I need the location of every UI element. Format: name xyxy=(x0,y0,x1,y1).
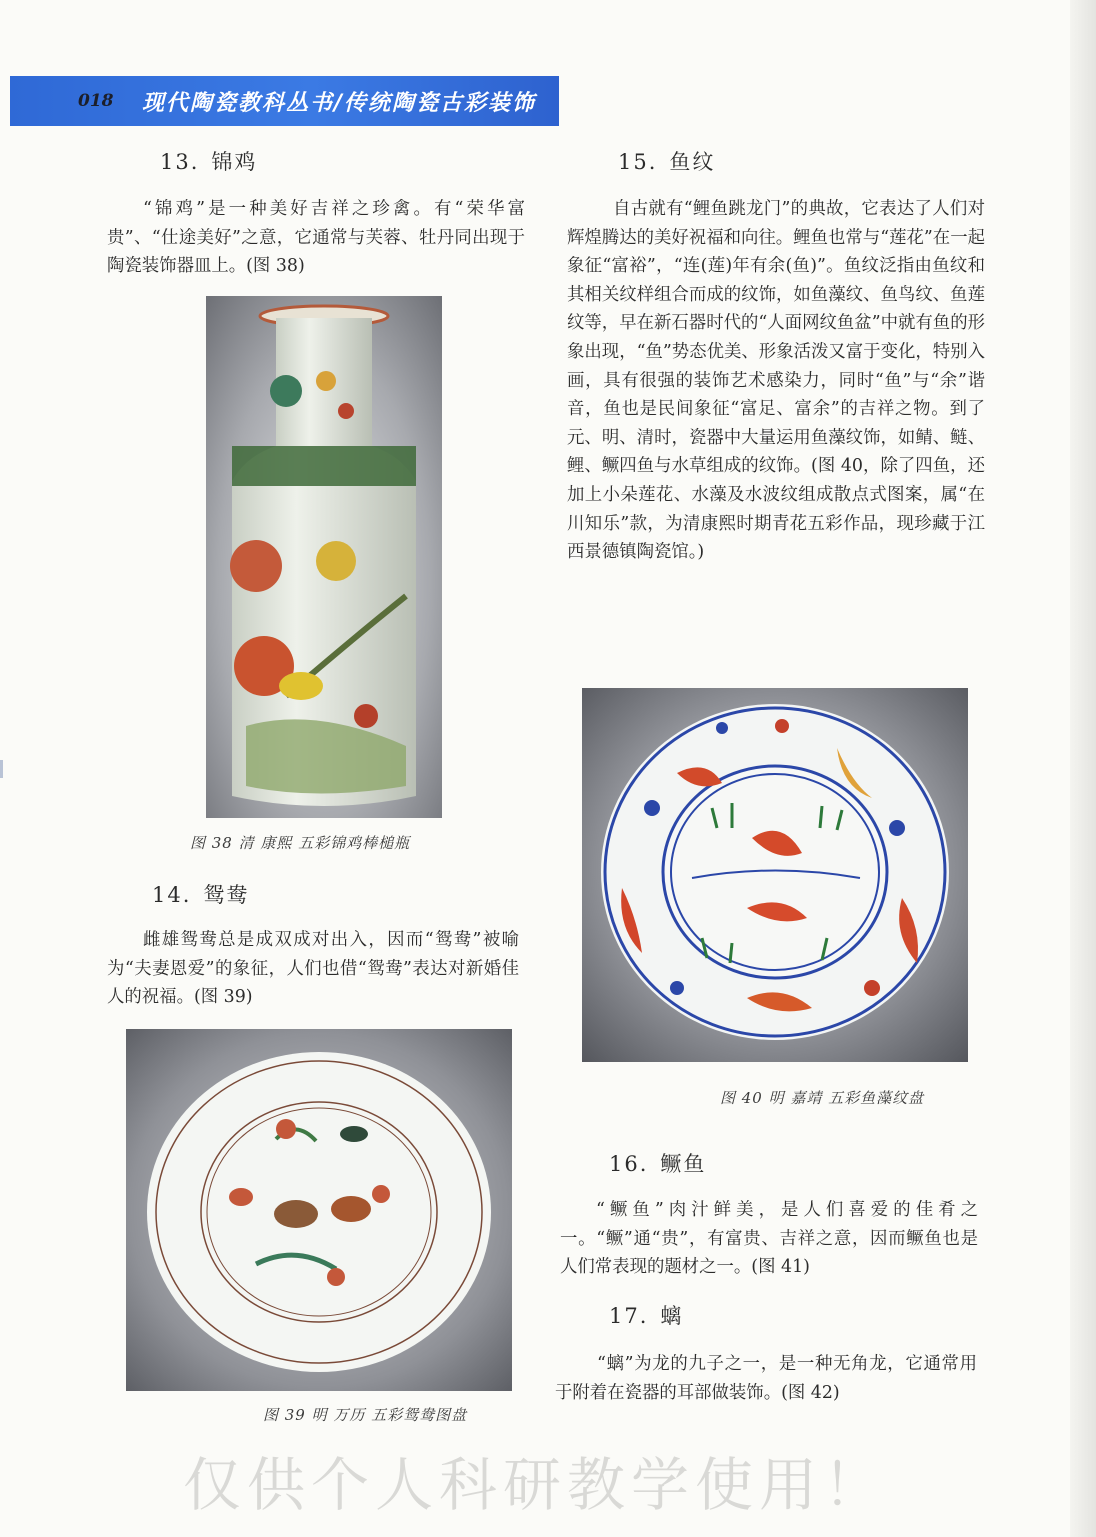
figure-39-plate-photo xyxy=(126,1029,512,1391)
page-edge-shadow xyxy=(1070,0,1096,1537)
section-body-16: “鳜鱼”肉汁鲜美，是人们喜爱的佳肴之一。“鳜”通“贵”，有富贵、吉祥之意，因而鳜鱼也是人们常表现的题材之一。(图 41) xyxy=(560,1200,978,1278)
section-heading-15 xyxy=(618,146,715,176)
section-heading-13 xyxy=(160,146,257,176)
section-title: 鸳鸯 xyxy=(203,883,250,907)
section-heading-14 xyxy=(152,879,249,909)
figure-40-caption: 图 40 明 嘉靖 五彩鱼藻纹盘 xyxy=(720,1089,925,1107)
figure-38-vase-photo xyxy=(206,296,442,818)
section-title: 鳜鱼 xyxy=(660,1152,707,1176)
figure-40-plate-photo xyxy=(582,688,968,1062)
section-number: 17. xyxy=(609,1304,649,1328)
section-title: 螭 xyxy=(660,1304,684,1328)
scan-mark xyxy=(0,760,3,778)
page-number: 018 xyxy=(78,91,114,111)
section-title: 鱼纹 xyxy=(669,150,716,174)
section-number: 16. xyxy=(609,1152,649,1176)
watermark-text: 仅供个人科研教学使用！ xyxy=(182,1451,887,1519)
section-number: 14. xyxy=(152,883,192,907)
figure-38-caption: 图 38 清 康熙 五彩锦鸡棒槌瓶 xyxy=(190,834,411,852)
section-title: 锦鸡 xyxy=(211,150,258,174)
section-number: 13. xyxy=(160,150,200,174)
series-title: 现代陶瓷教科丛书/传统陶瓷古彩装饰 xyxy=(142,90,537,116)
section-body-17: “螭”为龙的九子之一，是一种无角龙，它通常用于附着在瓷器的耳部做装饰。(图 42) xyxy=(555,1354,977,1403)
section-body-14: 雌雄鸳鸯总是成双成对出入，因而“鸳鸯”被喻为“夫妻恩爱”的象征，人们也借“鸳鸯”表达对新婚佳人的祝福。(图 39) xyxy=(107,930,519,1008)
section-body-15: 自古就有“鲤鱼跳龙门”的典故，它表达了人们对辉煌腾达的美好祝福和向往。鲤鱼也常与“莲花”在一起象征“富裕”，“连(莲)年有余(鱼)”。鱼纹泛指由鱼纹和其相关纹样组合而成的纹饰，如鱼藻纹、鱼鸟纹、鱼莲纹等，早在新石器时代的“人面网纹鱼盆”中就有鱼的形象出现，“鱼”势态优美、形象活泼又富于变化，特别入画，具有很强的装饰艺术感染力，同时“鱼”与“余”谐音，鱼也是民间象征“富足、富余”的吉祥之物。到了元、明、清时，瓷器中大量运用鱼藻纹饰，如鲭、鲢、鲤、鳜四鱼与水草组成的纹饰。(图 40，除了四鱼，还加上小朵莲花、水藻及水波纹组成散点式图案，属“在川知乐”款，为清康熙时期青花五彩作品，现珍藏于江西景德镇陶瓷馆。) xyxy=(567,199,985,563)
running-header xyxy=(10,76,559,126)
section-heading-16 xyxy=(609,1148,706,1178)
section-heading-17 xyxy=(609,1300,683,1330)
section-number: 15. xyxy=(618,150,658,174)
section-body-13: “锦鸡”是一种美好吉祥之珍禽。有“荣华富贵”、“仕途美好”之意，它通常与芙蓉、牡丹同出现于陶瓷装饰器皿上。(图 38) xyxy=(107,199,525,277)
figure-39-caption: 图 39 明 万历 五彩鸳鸯图盘 xyxy=(263,1406,468,1424)
